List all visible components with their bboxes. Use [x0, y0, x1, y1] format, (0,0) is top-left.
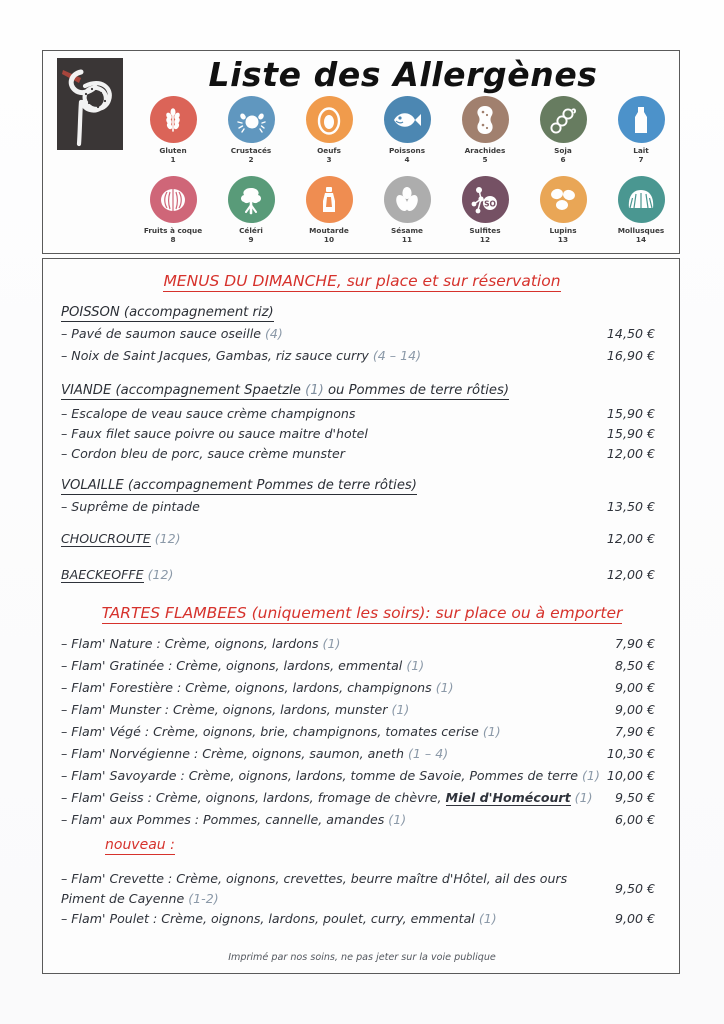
item-allergen-ref: (12) — [147, 567, 174, 582]
item-price: 9,00 € — [614, 680, 655, 695]
milk-bottle-icon — [618, 96, 665, 143]
item-desc-line2: Piment de Cayenne — [61, 890, 189, 906]
category-heading-viande — [61, 383, 509, 398]
menu-item-row — [61, 658, 663, 677]
allergen-arachides — [451, 96, 519, 164]
nouveau-label: nouveau : — [105, 837, 175, 853]
category-heading-poisson: POISSON (accompagnement riz) — [61, 305, 274, 320]
item-desc: – Flam' Savoyarde : Crème, oignons, lardons, tomme de Savoie, Pommes de terre — [61, 768, 583, 783]
soy-bean-icon — [540, 96, 587, 143]
allergen-number: 2 — [248, 155, 254, 165]
menu-item-row-baeckeoffe — [61, 567, 663, 586]
allergen-label: Lupins — [549, 226, 577, 235]
item-price: 12,00 € — [606, 531, 655, 546]
item-price: 9,00 € — [614, 702, 655, 717]
item-allergen-ref: (1) — [435, 680, 454, 695]
item-allergen-ref: (1) — [322, 636, 341, 651]
menu-panel — [42, 258, 680, 974]
sesame-seed-icon — [384, 176, 431, 223]
page-title: Liste des Allergènes — [208, 55, 598, 94]
item-name: BAECKEOFFE — [61, 567, 144, 582]
item-price: 8,50 € — [614, 658, 655, 673]
mustard-bottle-icon — [306, 176, 353, 223]
item-allergen-ref: (1) — [388, 812, 407, 827]
allergen-moutarde — [295, 176, 363, 244]
menu-item-row — [61, 348, 663, 367]
menu-item-row — [61, 446, 663, 465]
item-price: 15,90 € — [606, 406, 655, 421]
so2-molecule-icon — [462, 176, 509, 223]
wheat-icon — [150, 96, 197, 143]
menu-item-row-nouveau — [61, 911, 663, 930]
allergen-number: 7 — [638, 155, 644, 165]
allergen-number: 11 — [401, 235, 413, 245]
allergen-fruits-a-coque — [139, 176, 207, 244]
stork-pretzel-logo — [57, 58, 123, 150]
allergen-number: 13 — [557, 235, 569, 245]
allergen-label: Mollusques — [617, 226, 665, 235]
item-name: CHOUCROUTE — [61, 531, 151, 546]
item-desc: – Flam' Norvégienne : Crème, oignons, saumon, aneth — [61, 746, 408, 761]
item-allergen-ref: (1 – 4) — [407, 746, 449, 761]
footer-note: Imprimé par nos soins, ne pas jeter sur la voie publique — [228, 952, 496, 963]
menu-item-row-choucroute — [61, 531, 663, 550]
allergen-label: Fruits à coque — [143, 226, 203, 235]
category-heading-volaille: VOLAILLE (accompagnement Pommes de terre rôties) — [61, 478, 417, 493]
item-highlight: Miel d'Homécourt — [445, 790, 571, 805]
heading-allergen-ref: (1) — [305, 383, 324, 398]
item-desc: – Suprême de pintade — [61, 499, 200, 514]
menu-item-row — [61, 746, 663, 765]
item-price: 9,00 € — [614, 911, 655, 926]
item-allergen-ref: (1) — [391, 702, 410, 717]
item-allergen-ref: (1) — [582, 768, 600, 783]
allergen-poissons — [373, 96, 441, 164]
item-price: 10,00 € — [606, 768, 655, 783]
egg-icon — [306, 96, 353, 143]
allergen-label: Crustacés — [230, 146, 272, 155]
item-desc: – Flam' Forestière : Crème, oignons, lardons, champignons — [61, 680, 436, 695]
allergen-number: 4 — [404, 155, 410, 165]
allergen-number: 1 — [170, 155, 176, 165]
tartes-flambees-title: TARTES FLAMBEES (uniquement les soirs): sur place ou à emporter — [101, 604, 623, 622]
item-price: 9,50 € — [614, 881, 655, 896]
item-desc: – Flam' Gratinée : Crème, oignons, lardons, emmental — [61, 658, 407, 673]
item-desc: – Noix de Saint Jacques, Gambas, riz sauce curry — [61, 348, 373, 363]
item-price: 14,50 € — [606, 326, 655, 341]
menu-item-row — [61, 790, 663, 809]
item-allergen-ref: (12) — [154, 531, 181, 546]
item-allergen-ref: (1) — [478, 911, 497, 926]
item-desc: – Pavé de saumon sauce oseille — [61, 326, 265, 341]
menu-item-row — [61, 768, 663, 787]
allergen-crustaces — [217, 96, 285, 164]
menu-item-row — [61, 680, 663, 699]
allergen-header-panel — [42, 50, 680, 254]
allergen-number: 12 — [479, 235, 491, 245]
allergen-label: Sulfites — [469, 226, 501, 235]
item-price: 15,90 € — [606, 426, 655, 441]
item-desc: – Escalope de veau sauce crème champignons — [61, 406, 356, 421]
allergen-sulfites — [451, 176, 519, 244]
allergen-gluten — [139, 96, 207, 164]
item-desc: – Flam' Végé : Crème, oignons, brie, champignons, tomates cerise — [61, 724, 483, 739]
crab-icon — [228, 96, 275, 143]
allergen-number: 8 — [170, 235, 176, 245]
fish-icon — [384, 96, 431, 143]
allergen-sesame — [373, 176, 441, 244]
item-desc: – Flam' aux Pommes : Pommes, cannelle, amandes — [61, 812, 389, 827]
allergen-label: Arachides — [464, 146, 506, 155]
walnut-icon — [150, 176, 197, 223]
shell-icon — [618, 176, 665, 223]
menu-item-row — [61, 406, 663, 425]
allergen-row-top — [139, 96, 675, 164]
menu-item-row-nouveau — [61, 869, 663, 909]
allergen-lupins — [529, 176, 597, 244]
heading-post: ou Pommes de terre rôties) — [323, 383, 510, 398]
menu-item-row — [61, 702, 663, 721]
allergen-row-bottom — [139, 176, 675, 244]
allergen-number: 3 — [326, 155, 332, 165]
allergen-label: Gluten — [159, 146, 187, 155]
item-price: 12,00 € — [606, 567, 655, 582]
menu-item-row — [61, 636, 663, 655]
allergen-number: 14 — [635, 235, 647, 245]
item-price: 6,00 € — [614, 812, 655, 827]
item-allergen-ref: (1-2) — [188, 890, 219, 906]
item-price: 13,50 € — [606, 499, 655, 514]
menu-item-row — [61, 499, 663, 518]
item-price: 12,00 € — [606, 446, 655, 461]
allergen-label: Moutarde — [309, 226, 349, 235]
item-allergen-ref: (1) — [482, 724, 501, 739]
item-desc: – Flam' Geiss : Crème, oignons, lardons, fromage de chèvre, — [61, 790, 446, 805]
peanut-icon — [462, 96, 509, 143]
allergen-number: 6 — [560, 155, 566, 165]
menu-item-row — [61, 812, 663, 831]
lupin-bean-icon — [540, 176, 587, 223]
allergen-mollusques — [607, 176, 675, 244]
allergen-oeufs — [295, 96, 363, 164]
allergen-number: 9 — [248, 235, 254, 245]
allergen-label: Céléri — [239, 226, 263, 235]
svg-text:SO: SO — [484, 198, 496, 208]
item-allergen-ref: (4) — [264, 326, 283, 341]
allergen-number: 5 — [482, 155, 488, 165]
menus-dimanche-title: MENUS DU DIMANCHE, sur place et sur réservation — [163, 272, 561, 290]
allergen-label: Poissons — [388, 146, 426, 155]
heading-pre: VIANDE (accompagnement Spaetzle — [61, 383, 306, 398]
item-allergen-ref: (1) — [406, 658, 425, 673]
allergen-label: Soja — [554, 146, 572, 155]
allergen-label: Lait — [633, 146, 649, 155]
allergen-lait — [607, 96, 675, 164]
item-allergen-ref: (4 – 14) — [372, 348, 422, 363]
item-allergen-ref: (1) — [570, 790, 593, 805]
celery-icon — [228, 176, 275, 223]
item-desc: – Faux filet sauce poivre ou sauce maitre d'hotel — [61, 426, 368, 441]
item-desc-line1: – Flam' Crevette : Crème, oignons, crevettes, beurre maître d'Hôtel, ail des ours — [61, 871, 568, 886]
item-price: 9,50 € — [614, 790, 655, 805]
menu-item-row — [61, 326, 663, 345]
item-desc: – Flam' Munster : Crème, oignons, lardons, munster — [61, 702, 392, 717]
item-desc: – Flam' Poulet : Crème, oignons, lardons, poulet, curry, emmental — [61, 911, 479, 926]
allergen-label: Sésame — [390, 226, 424, 235]
item-price: 10,30 € — [606, 746, 655, 761]
item-desc: – Flam' Nature : Crème, oignons, lardons — [61, 636, 323, 651]
allergen-label: Oeufs — [317, 146, 341, 155]
menu-item-row — [61, 426, 663, 445]
item-desc: – Cordon bleu de porc, sauce crème munster — [61, 446, 345, 461]
item-price: 16,90 € — [606, 348, 655, 363]
allergen-number: 10 — [323, 235, 335, 245]
allergen-soja — [529, 96, 597, 164]
item-price: 7,90 € — [614, 636, 655, 651]
allergen-celeri — [217, 176, 285, 244]
item-price: 7,90 € — [614, 724, 655, 739]
menu-item-row — [61, 724, 663, 743]
